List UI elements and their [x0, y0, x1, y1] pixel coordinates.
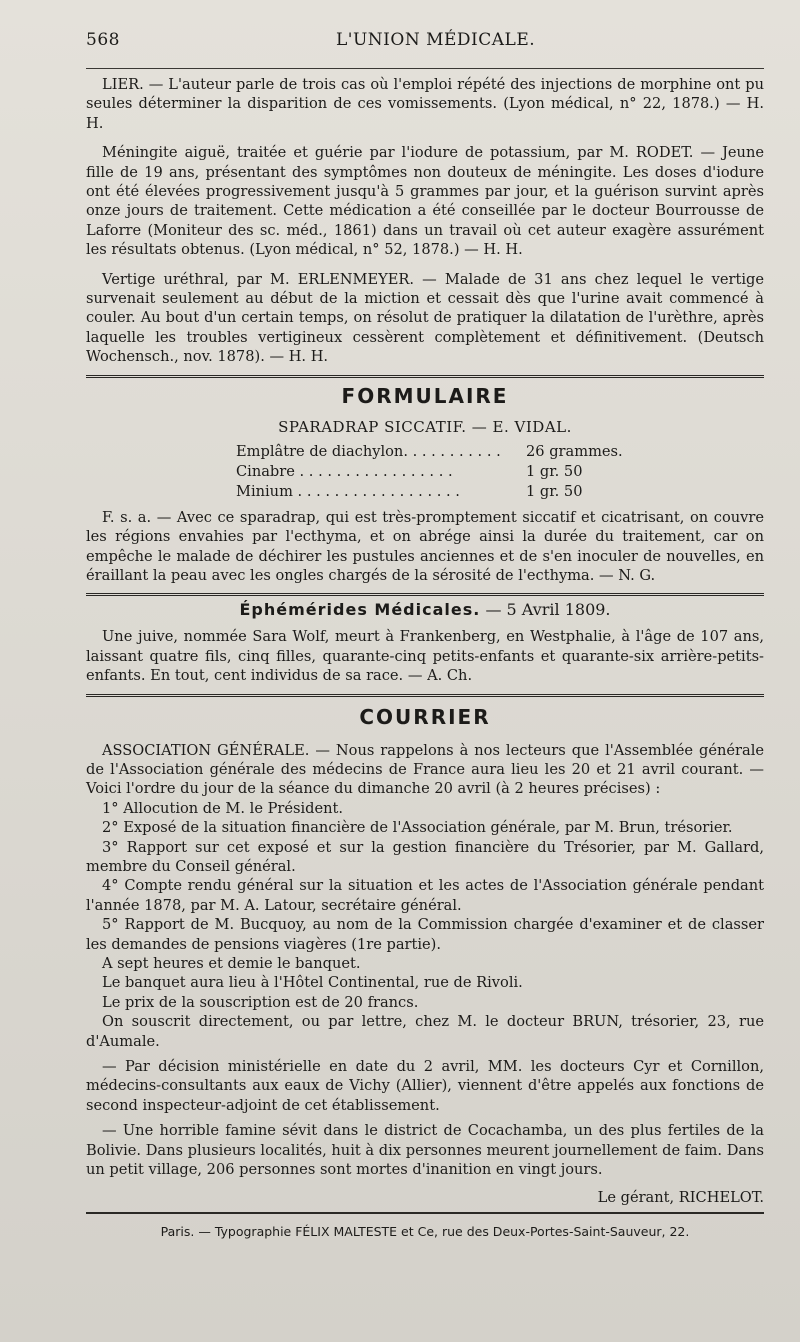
recipe-row [236, 442, 764, 462]
courrier-item: — Par décision ministérielle en date du 2 avril, MM. les docteurs Cyr et Cornillon, médecins-consultants aux eaux de Vichy (Allier), viennent d'être appelés aux fonctions de second inspecteur-adjoint de cet établissement. [86, 1058, 764, 1114]
ingredient-qty: 1 gr. 50 [526, 462, 583, 480]
courrier-item: 1° Allocution de M. le Président. [102, 799, 344, 817]
article-paragraph-3: Vertige uréthral, par M. ERLENMEYER. — Malade de 31 ans chez lequel le vertige survenait seulement au début de la miction et cessait dès que l'urine avait commencé à couler. Au bout d'un certain temps, on résolut de pratiquer la dilatation de l'urèthre, après laquelle les troubles vertigineux cessèrent complètement et définitivement. (Deutsch Wochensch., nov. 1878). — H. H. [86, 270, 764, 366]
courrier-item: 5° Rapport de M. Bucquoy, au nom de la Commission chargée d'examiner et de classer les demandes de pensions viagères (1re partie). [86, 916, 764, 953]
ephemerides-title: Éphémérides Médicales. [239, 600, 481, 620]
ephemerides-heading [86, 600, 764, 619]
ingredient-qty: 1 gr. 50 [526, 482, 583, 500]
ingredient-name: Emplâtre de diachylon. . . . . . . . . . . [236, 442, 501, 460]
section-rule [86, 694, 764, 697]
recipe-row [236, 482, 764, 502]
recipe-list [86, 442, 764, 502]
ingredient-name: Cinabre . . . . . . . . . . . . . . . . . [236, 462, 453, 480]
courrier-item: 4° Compte rendu général sur la situation et les actes de l'Association générale pendant l'année 1878, par M. A. Latour, secrétaire général. [86, 877, 764, 914]
section-rule [86, 375, 764, 378]
courrier-item: 3° Rapport sur cet exposé et sur la gestion financière du Trésorier, par M. Gallard, membre du Conseil général. [86, 838, 764, 875]
page-header [86, 30, 764, 62]
ephemerides-text: Une juive, nommée Sara Wolf, meurt à Frankenberg, en Westphalie, à l'âge de 107 ans, laissant quatre fils, cinq filles, quarante-cinq petits-enfants et quarante-six arrière-petits-enfants. En tout, cent individus de sa race. — A. Ch. [86, 628, 764, 685]
courrier-item: 2° Exposé de la situation financière de l'Association générale, par M. Brun, trésorier. [102, 819, 733, 837]
ingredient-name: Minium . . . . . . . . . . . . . . . . . . [236, 482, 460, 500]
courrier-title: COURRIER [359, 704, 491, 729]
section-rule [86, 593, 764, 596]
courrier-item: A sept heures et demie le banquet. [102, 955, 361, 972]
courrier-item: — Une horrible famine sévit dans le district de Cocachamba, un des plus fertiles de la Bolivie. Dans plusieurs localités, huit à dix personnes meurent journellement de faim. Dans un petit village, 206 personnes sont mortes d'inanition en vingt jours. [86, 1122, 764, 1179]
courrier-item: On souscrit directement, ou par lettre, chez M. le docteur BRUN, trésorier, 23, rue d'Aumale. [86, 1013, 764, 1050]
ingredient-qty: 26 grammes. [526, 442, 623, 460]
page-number: 568 [86, 30, 120, 50]
formulaire-title: FORMULAIRE [341, 383, 509, 408]
article-paragraph-2: Méningite aiguë, traitée et guérie par l'iodure de potassium, par M. RODET. — Jeune fille de 19 ans, présentant des symptômes non douteux de méningite. Les doses d'iodure ont été élevées progressivement jusqu'à 5 grammes par jour, et la guérison survint après onze jours de traitement. Cette médication a été conseillée par le docteur Bourrousse de Laforre (Moniteur des sc. méd., 1861) dans un travail où cet auteur exagère assurément les résultats obtenus. (Lyon médical, n° 52, 1878.) — H. H. [86, 144, 764, 259]
courrier-item: Le banquet aura lieu à l'Hôtel Continental, rue de Rivoli. [102, 974, 523, 992]
courrier-intro: ASSOCIATION GÉNÉRALE. — Nous rappelons à nos lecteurs que l'Assemblée générale de l'Association générale des médecins de France aura lieu les 20 et 21 avril courant. — Voici l'ordre du jour de la séance du dimanche 20 avril (à 2 heures précises) : [86, 741, 764, 798]
article-paragraph-1: LIER. — L'auteur parle de trois cas où l'emploi répété des injections de morphine ont pu seules déterminer la disparition de ces vomissements. (Lyon médical, n° 22, 1878.) — H. H. [86, 76, 764, 132]
imprint: Paris. — Typographie FÉLIX MALTESTE et Ce, rue des Deux-Portes-Saint-Sauveur, 22. [160, 1224, 690, 1240]
courrier-item: Le prix de la souscription est de 20 francs. [102, 993, 419, 1011]
footer-rule [86, 1212, 764, 1214]
journal-title: L'UNION MÉDICALE. [336, 30, 536, 50]
formulaire-subtitle: SPARADRAP SICCATIF. — E. VIDAL. [278, 417, 572, 436]
signature: Le gérant, RICHELOT. [597, 1189, 764, 1207]
header-rule [86, 68, 764, 69]
ephemerides-date: — 5 Avril 1809. [485, 600, 611, 620]
formulaire-note: F. s. a. — Avec ce sparadrap, qui est très-promptement siccatif et cicatrisant, on couvre les régions envahies par l'ecthyma, et on abrége ainsi la durée du traitement, car on empêche le malade de déchirer les pustules anciennes et de s'en inoculer de nouvelles, en éraillant la peau avec les ongles chargés de la sérosité de l'ecthyma. — N. G. [86, 508, 764, 584]
recipe-row [236, 462, 764, 482]
